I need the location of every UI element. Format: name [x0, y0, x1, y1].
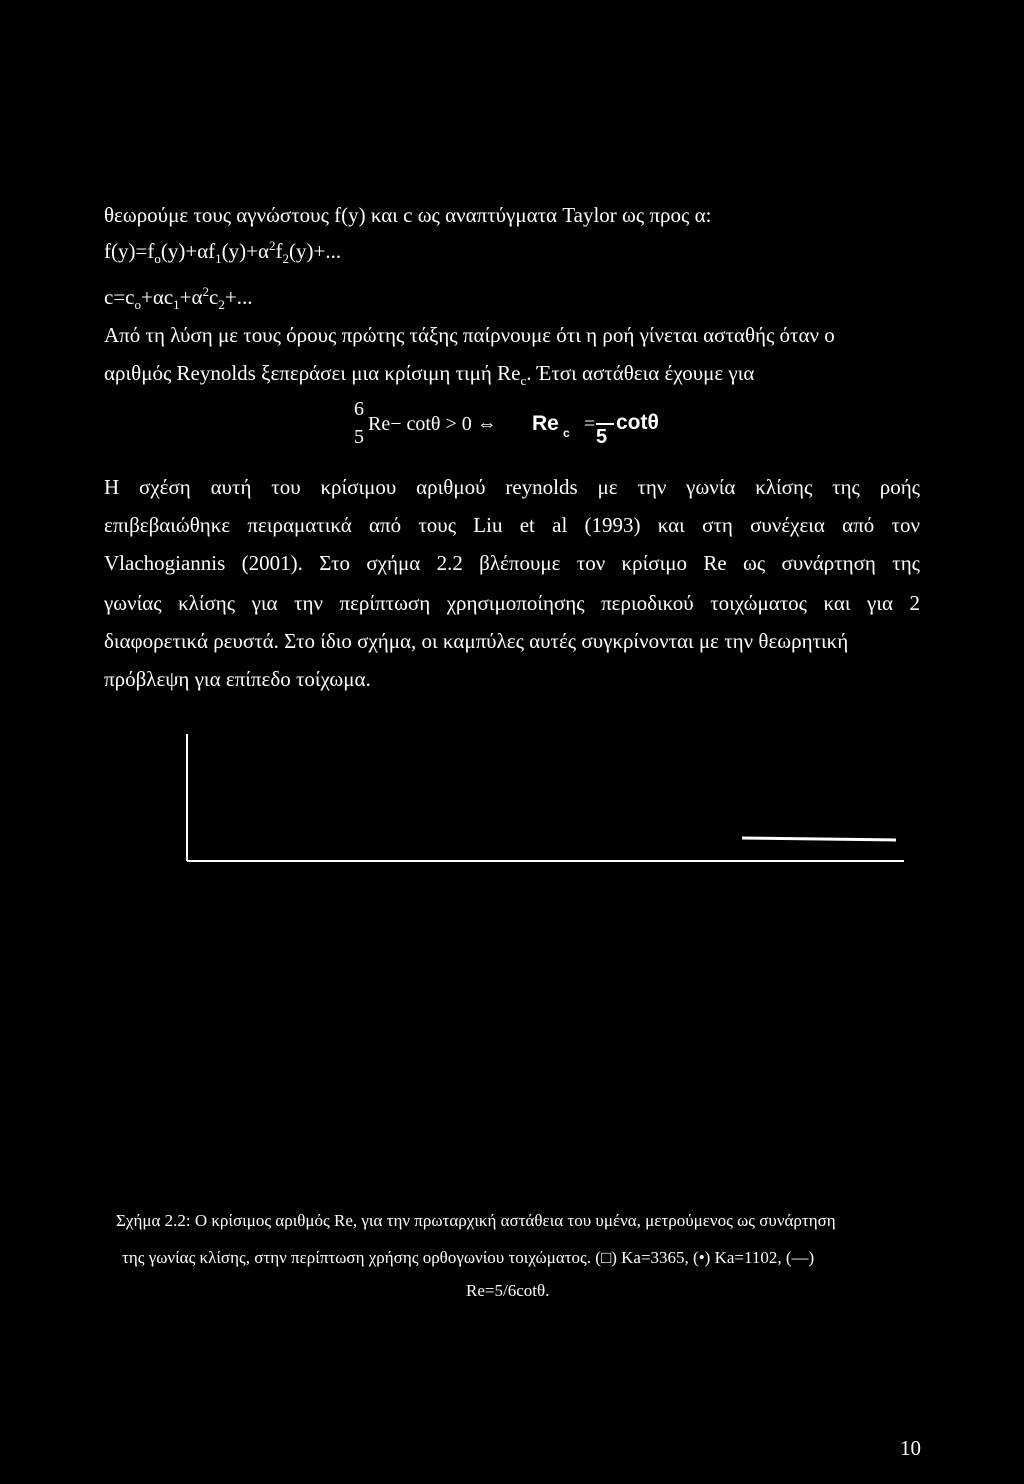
paragraph-line-5: διαφορετικά ρευστά. Στο ίδιο σχήμα, οι καμπύλες αυτές συγκρίνονται με την θεωρητική [104, 629, 849, 653]
caption-line-2: της γωνίας κλίσης, στην περίπτωση χρήσης ορθογωνίου τοιχώματος. (□) Ka=3365, (•) Ka=1102, (—) [122, 1248, 815, 1267]
paragraph-line-1: Η σχέση αυτή του κρίσιμου αριθμού reynolds με την γωνία κλίσης της ροής [104, 475, 920, 499]
re-subscript: c [563, 426, 570, 440]
cot-theta: cotθ [616, 411, 659, 434]
caption-line-1: Σχήμα 2.2: Ο κρίσιμος αριθμός Re, για την πρωταρχική αστάθεια του υμένα, μετρούμενος ως συνάρτηση [116, 1211, 836, 1230]
taylor-f-expansion: $f(y)=f_o(y)+\alpha f_1(y)+\alpha^2f_2(y)+$... [104, 238, 342, 267]
paragraph-line-2: επιβεβαιώθηκε πειραματικά από τους Liu et al (1993) και στη συνέχεια από τον [104, 513, 920, 537]
fraction-denominator-2: 5 [596, 426, 608, 448]
text-line-1: θεωρούμε τους αγνώστους f(y) και c ως αναπτύγματα Taylor ως προς α: [104, 203, 712, 227]
paragraph-line-6: πρόβλεψη για επίπεδο τοίχωμα. [104, 667, 371, 691]
paragraph-line-4: γωνίας κλίσης για την περίπτωση χρησιμοποίησης περιοδικού τοιχώματος και για 2 [104, 591, 920, 615]
text-line-4: Από τη λύση με τους όρους πρώτης τάξης παίρνουμε ότι η ροή γίνεται ασταθής όταν ο [104, 323, 835, 347]
equals-sign: = [584, 413, 596, 435]
re-symbol: Re [532, 412, 559, 435]
paragraph-line-3: Vlachogiannis (2001). Στο σχήμα 2.2 βλέπουμε τον κρίσιμο Re ως συνάρτηση της [104, 551, 920, 575]
fraction-bar [596, 423, 614, 425]
fraction-numerator: 6 [354, 398, 364, 420]
caption-line-3: Re=5/6cotθ. [466, 1281, 550, 1300]
equation-inequality: Re− cotθ > 0 ⇔ [368, 413, 497, 435]
critical-reynolds-equation [350, 398, 770, 458]
text-line-5: αριθμός Reynolds ξεπεράσει μια κρίσιμη τιμή $Re_c$. Έτσι αστάθεια έχουμε για [104, 361, 755, 389]
page-number: 10 [900, 1436, 921, 1460]
figure-plot-area [186, 734, 906, 866]
fraction-denominator: 5 [354, 426, 364, 448]
theory-curve [742, 838, 896, 840]
taylor-c-expansion: $c=c_o+\alpha c_1+\alpha^2c_2+$... [104, 284, 253, 313]
